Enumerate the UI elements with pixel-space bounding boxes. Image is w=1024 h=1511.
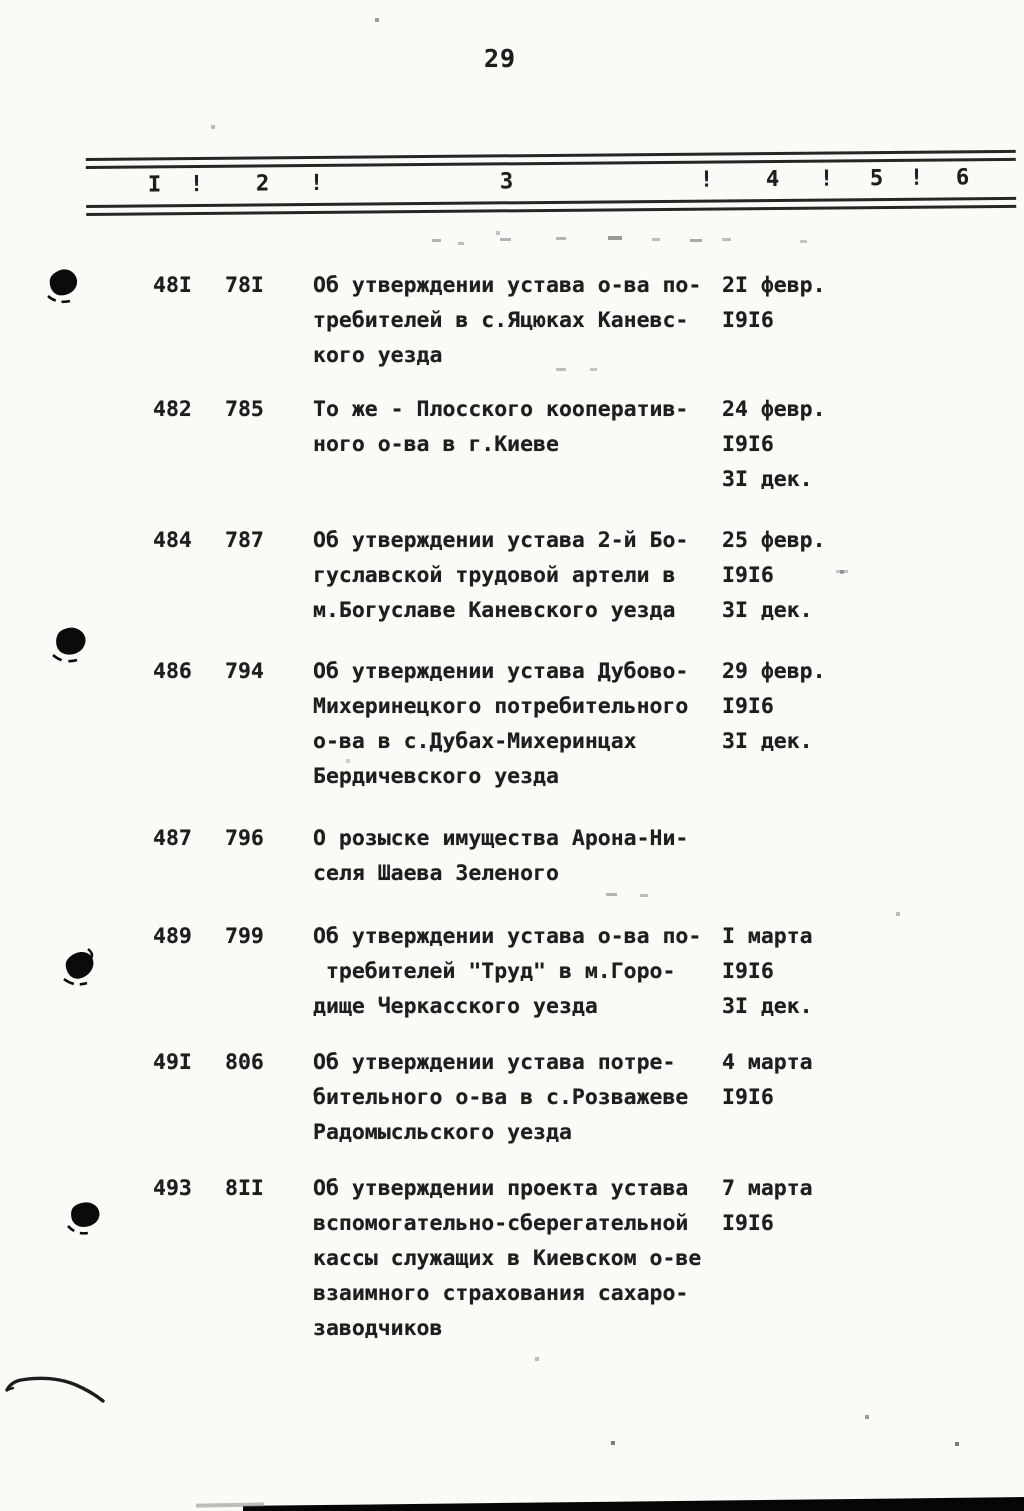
row-date-line: I9I6: [722, 432, 774, 457]
column-label: 2: [255, 171, 270, 197]
row-title-line: бительного о-ва в с.Розважеве: [313, 1085, 689, 1110]
row-case-number: 8II: [225, 1176, 264, 1201]
table-row: [0, 523, 1024, 628]
row-date-line: 25 февр.: [722, 528, 826, 553]
row-date-line: 24 февр.: [722, 397, 826, 422]
row-title-line: Радомысльского уезда: [313, 1120, 572, 1145]
row-dates: [722, 1045, 1024, 1150]
column-label: 3: [499, 169, 514, 195]
row-date-line: I9I6: [722, 1085, 774, 1110]
row-case-number: 78I: [225, 273, 264, 298]
row-number: 484: [153, 528, 192, 553]
row-date-line: I9I6: [722, 694, 774, 719]
row-case-number: 787: [225, 528, 264, 553]
row-date-line: 3I дек.: [722, 598, 813, 623]
row-title-line: требителей "Труд" в м.Горо-: [313, 959, 676, 984]
row-date-line: I9I6: [722, 1211, 774, 1236]
row-title-line: О розыске имущества Арона-Ни-: [313, 826, 689, 851]
row-case-number: 806: [225, 1050, 264, 1075]
row-date-line: I9I6: [722, 959, 774, 984]
row-title: [313, 523, 722, 628]
row-case-number: 794: [225, 659, 264, 684]
row-date-line: 3I дек.: [722, 729, 813, 754]
row-date-line: 7 марта: [722, 1176, 813, 1201]
column-label: 4: [765, 166, 780, 193]
noise-mark: [640, 894, 648, 897]
ink-blot: [48, 624, 94, 668]
row-title: [313, 654, 722, 794]
row-title: [313, 1045, 722, 1150]
row-title-line: заводчиков: [313, 1316, 443, 1341]
entries-list: [0, 268, 1024, 1372]
row-dates: [722, 268, 1024, 373]
row-case-number: 799: [225, 924, 264, 949]
column-separator: !: [309, 170, 324, 197]
row-title-line: вспомогательно-сберегательной: [313, 1211, 689, 1236]
table-row: [0, 821, 1024, 891]
noise-mark: [556, 237, 566, 240]
row-title-line: Об утверждении устава Дубово-: [313, 659, 689, 684]
table-header: [86, 150, 1016, 216]
row-date-line: 3I дек.: [722, 994, 813, 1019]
row-title-line: м.Богуславе Каневского уезда: [313, 598, 676, 623]
ink-blot: [42, 266, 86, 308]
noise-mark: [458, 242, 464, 245]
row-title-line: То же - Плосского кооператив-: [313, 397, 689, 422]
table-row: [0, 1171, 1024, 1346]
row-number: 482: [153, 397, 192, 422]
row-title: [313, 919, 722, 1024]
scan-edge: [243, 1494, 1024, 1511]
row-title-line: кассы служащих в Киевском о-ве: [313, 1246, 702, 1271]
row-title-line: кого уезда: [313, 343, 443, 368]
row-title: [313, 392, 722, 497]
row-title-line: гуславской трудовой артели в: [313, 563, 676, 588]
column-separator: !: [699, 167, 714, 193]
row-title: [313, 268, 722, 373]
column-separator: !: [819, 166, 834, 192]
row-title-line: Об утверждении устава потре-: [313, 1050, 676, 1075]
row-title: [313, 1171, 722, 1346]
row-title-line: взаимного страхования сахаро-: [313, 1281, 689, 1306]
row-title-line: Об утверждении устава 2-й Бо-: [313, 528, 689, 553]
table-row: [0, 392, 1024, 497]
pen-stroke: [4, 1372, 116, 1410]
table-row: [0, 268, 1024, 373]
noise-mark: [556, 368, 566, 371]
row-title-line: Об утверждении устава о-ва по-: [313, 924, 702, 949]
noise-mark: [722, 238, 731, 241]
row-number: 489: [153, 924, 192, 949]
noise-mark: [608, 236, 622, 240]
row-number: 49I: [153, 1050, 192, 1075]
row-dates: [722, 523, 1024, 628]
scan-specks: [0, 0, 2, 2]
noise-mark: [500, 238, 511, 241]
row-dates: [722, 654, 1024, 794]
row-number: 486: [153, 659, 192, 684]
row-case-number: 796: [225, 826, 264, 851]
row-number: 493: [153, 1176, 192, 1201]
ink-blot: [58, 946, 104, 990]
column-separator: !: [909, 165, 924, 191]
column-separator: !: [189, 171, 204, 198]
row-date-line: I марта: [722, 924, 813, 949]
row-date-line: 29 февр.: [722, 659, 826, 684]
row-date-line: 3I дек.: [722, 467, 813, 492]
row-title-line: ного о-ва в г.Киеве: [313, 432, 559, 457]
column-label: I: [147, 172, 162, 198]
ink-blot: [64, 1198, 108, 1240]
table-row: [0, 1045, 1024, 1150]
row-date-line: I9I6: [722, 563, 774, 588]
noise-mark: [652, 238, 660, 241]
table-row: [0, 654, 1024, 794]
row-date-line: 4 марта: [722, 1050, 813, 1075]
noise-mark: [836, 570, 848, 573]
noise-mark: [606, 893, 617, 896]
row-title-line: о-ва в с.Дубах-Михеринцах: [313, 729, 637, 754]
row-dates: [722, 1171, 1024, 1346]
noise-mark: [800, 240, 807, 243]
row-dates: [722, 392, 1024, 497]
row-title-line: Об утверждении проекта устава: [313, 1176, 689, 1201]
noise-mark: [432, 239, 441, 242]
row-number: 48I: [153, 273, 192, 298]
row-dates: [722, 821, 1024, 891]
row-title: [313, 821, 722, 891]
column-label: 6: [955, 165, 970, 191]
noise-mark: [690, 239, 702, 242]
row-title-line: требителей в с.Яцюках Каневс-: [313, 308, 689, 333]
row-title-line: Бердичевского уезда: [313, 764, 559, 789]
row-title-line: селя Шаева Зеленого: [313, 861, 559, 886]
row-title-line: Михеринецкого потребительного: [313, 694, 689, 719]
row-number: 487: [153, 826, 192, 851]
row-title-line: дище Черкасского уезда: [313, 994, 598, 1019]
row-date-line: I9I6: [722, 308, 774, 333]
row-date-line: 2I февр.: [722, 273, 826, 298]
noise-mark: [590, 368, 597, 371]
row-case-number: 785: [225, 397, 264, 422]
column-label: 5: [869, 166, 884, 192]
table-row: [0, 919, 1024, 1024]
row-dates: [722, 919, 1024, 1024]
row-title-line: Об утверждении устава о-ва по-: [313, 273, 702, 298]
page-number: 29: [483, 44, 517, 73]
